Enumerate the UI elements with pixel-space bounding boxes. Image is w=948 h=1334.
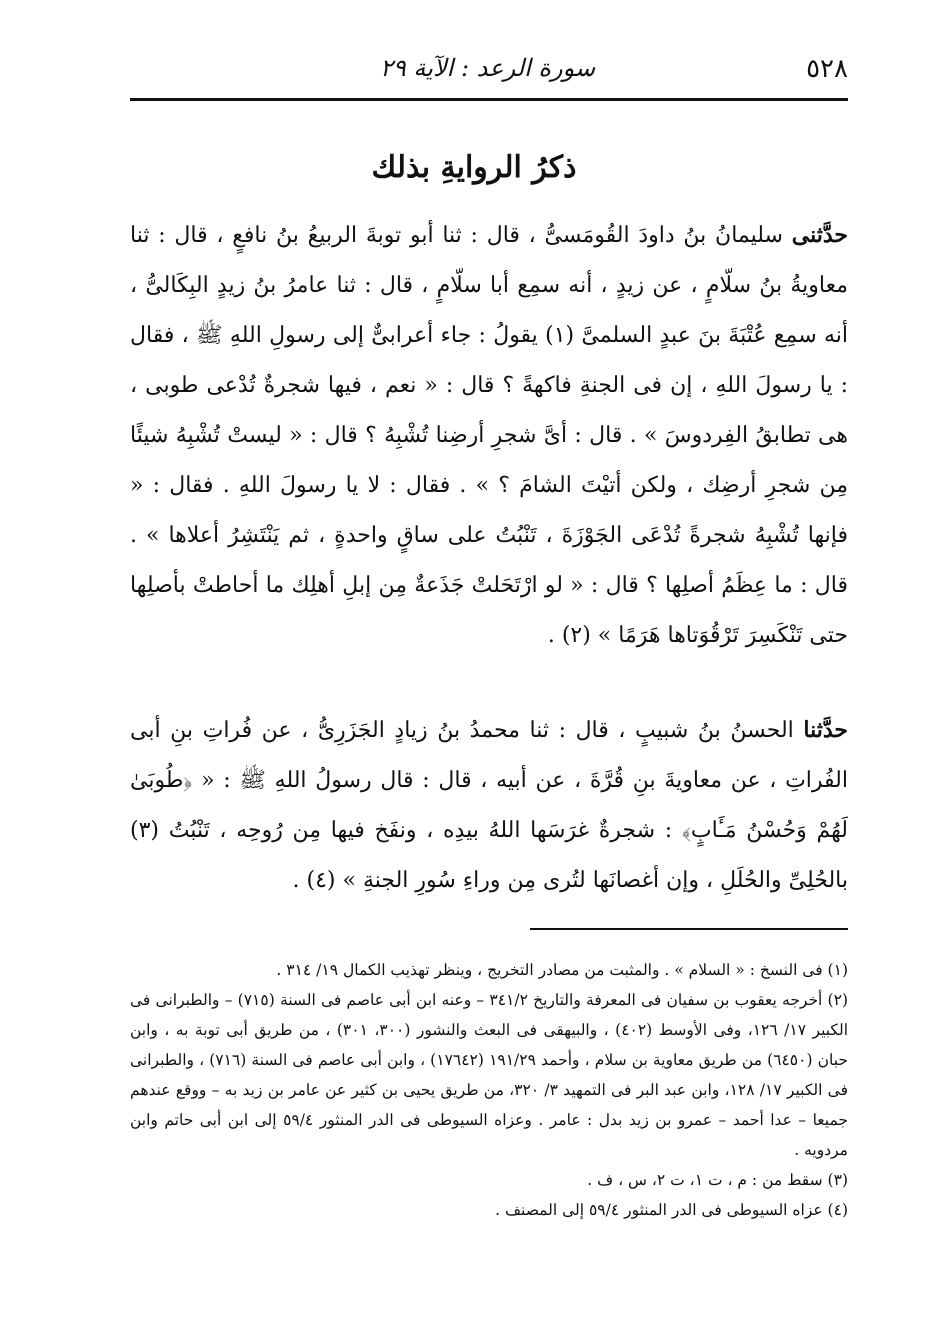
- footnote-separator: [530, 928, 848, 930]
- paragraph-2: [130, 705, 848, 906]
- paragraph-2-text: الحسنُ بنُ شبيبٍ ، قال : ثنا محمدُ بنُ زيادٍ الجَزَرِىُّ ، عن فُراتِ بنِ أبى الفُراتِ ، عن معاويةَ بنِ قُرَّةَ ، عن أبيه ، قال : قال رسولُ اللهِ ﷺ : « ﴿طُوبَىٰ لَهُمْ وَحُسْنُ مَـَٔابٍ﴾ : شجرةٌ غرَسَها اللهُ بيدِه ، ونفَخ فيها مِن رُوحِه ، تَنْبُتُ (٣) بالحُلِىِّ والحُلَلِ ، وإن أغصانَها لتُرى مِن وراءِ سُورِ الجنةِ » (٤) .: [130, 718, 848, 893]
- footnote-4: (٤) عزاه السيوطى فى الدر المنثور ٥٩/٤ إلى المصنف .: [495, 1201, 848, 1219]
- footnote-2: (٢) أخرجه يعقوب بن سفيان فى المعرفة والتاريخ ٣٤١/٢ – وعنه ابن أبى عاصم فى السنة (٧١٥) – والطبرانى فى الكبير ١٧/ ١٢٦، وفى الأوسط (٤٠٢) ، والبيهقى فى البعث والنشور (٣٠٠، ٣٠١) ، من طريق أبى توبة به ، وابن حبان (٦٤٥٠) من طريق معاوية بن سلام ، وأحمد ١٩١/٢٩ (١٧٦٤٢) ، وابن أبى عاصم فى السنة (٧١٦) ، والطبرانى فى الكبير ١٧/ ١٢٨، وابن عبد البر فى التمهيد ٣/ ٣٢٠، من طريق يحيى بن كثير عن عامر بن زيد به – ووقع عندهم جميعا – عدا أحمد – عمرو بن زيد بدل : عامر . وعزاه السيوطى فى الدر المنثور ٥٩/٤ إلى ابن أبى حاتم وابن مردويه .: [130, 991, 849, 1159]
- footnote-3: (٣) سقط من : م ، ت ١، ت ٢، س ، ف .: [587, 1171, 848, 1189]
- running-title: سورة الرعد : الآية ٢٩: [380, 54, 596, 82]
- paragraph-2-lead: حدَّثنا: [803, 717, 848, 743]
- page-header: [130, 48, 848, 98]
- paragraph-1-lead: حدَّثنى: [791, 222, 848, 248]
- footnote-1: (١) فى النسخ : « السلام » . والمثبت من مصادر التخريج ، وينظر تهذيب الكمال ١٩/ ٣١٤ .: [276, 961, 848, 979]
- footnotes: [130, 955, 848, 1225]
- section-title: ذكرُ الروايةِ بذلك: [371, 150, 577, 185]
- paragraph-1-text: سليمانُ بنُ داودَ القُومَسىُّ ، قال : ثنا أبو توبةَ الربيعُ بنُ نافعٍ ، قال : ثنا معاويةُ بنُ سلّامٍ ، عن زيدٍ ، أنه سمِع أبا سلّامٍ ، قال : ثنا عامرُ بنُ زيدٍ البِكَالىُّ ، أنه سمِع عُتْبَةَ بنَ عبدٍ السلمىَّ (١) يقولُ : جاء أعرابىٌّ إلى رسولِ اللهِ ﷺ ، فقال : يا رسولَ اللهِ ، إن فى الجنةِ فاكهةً ؟ قال : « نعم ، فيها شجرةٌ تُدْعى طوبى ، هى تطابقُ الفِردوسَ » . قال : أىَّ شجرِ أرضِنا تُشْبِهُ ؟ قال : « ليستْ تُشْبِهُ شيئًا مِن شجرِ أرضِك ، ولكن أتيْتَ الشامَ ؟ » . فقال : لا يا رسولَ اللهِ . فقال : « فإنها تُشْبِهُ شجرةً تُدْعَى الجَوْزَةَ ، تَنْبُتُ على ساقٍ واحدةٍ ، ثم يَنْتَشِرُ أعلاها » . قال : ما عِظَمُ أصلِها ؟ قال : « لو ارْتَحَلتْ جَذَعةٌ مِن إبلِ أهلِك ما أحاطتْ بأصلِها حتى تَنْكَسِرَ تَرْقُوَتاها هَرَمًا » (٢) .: [130, 223, 848, 648]
- paragraph-1: [130, 210, 848, 661]
- header-rule: [130, 98, 848, 101]
- page-number: ٥٢٨: [806, 54, 848, 84]
